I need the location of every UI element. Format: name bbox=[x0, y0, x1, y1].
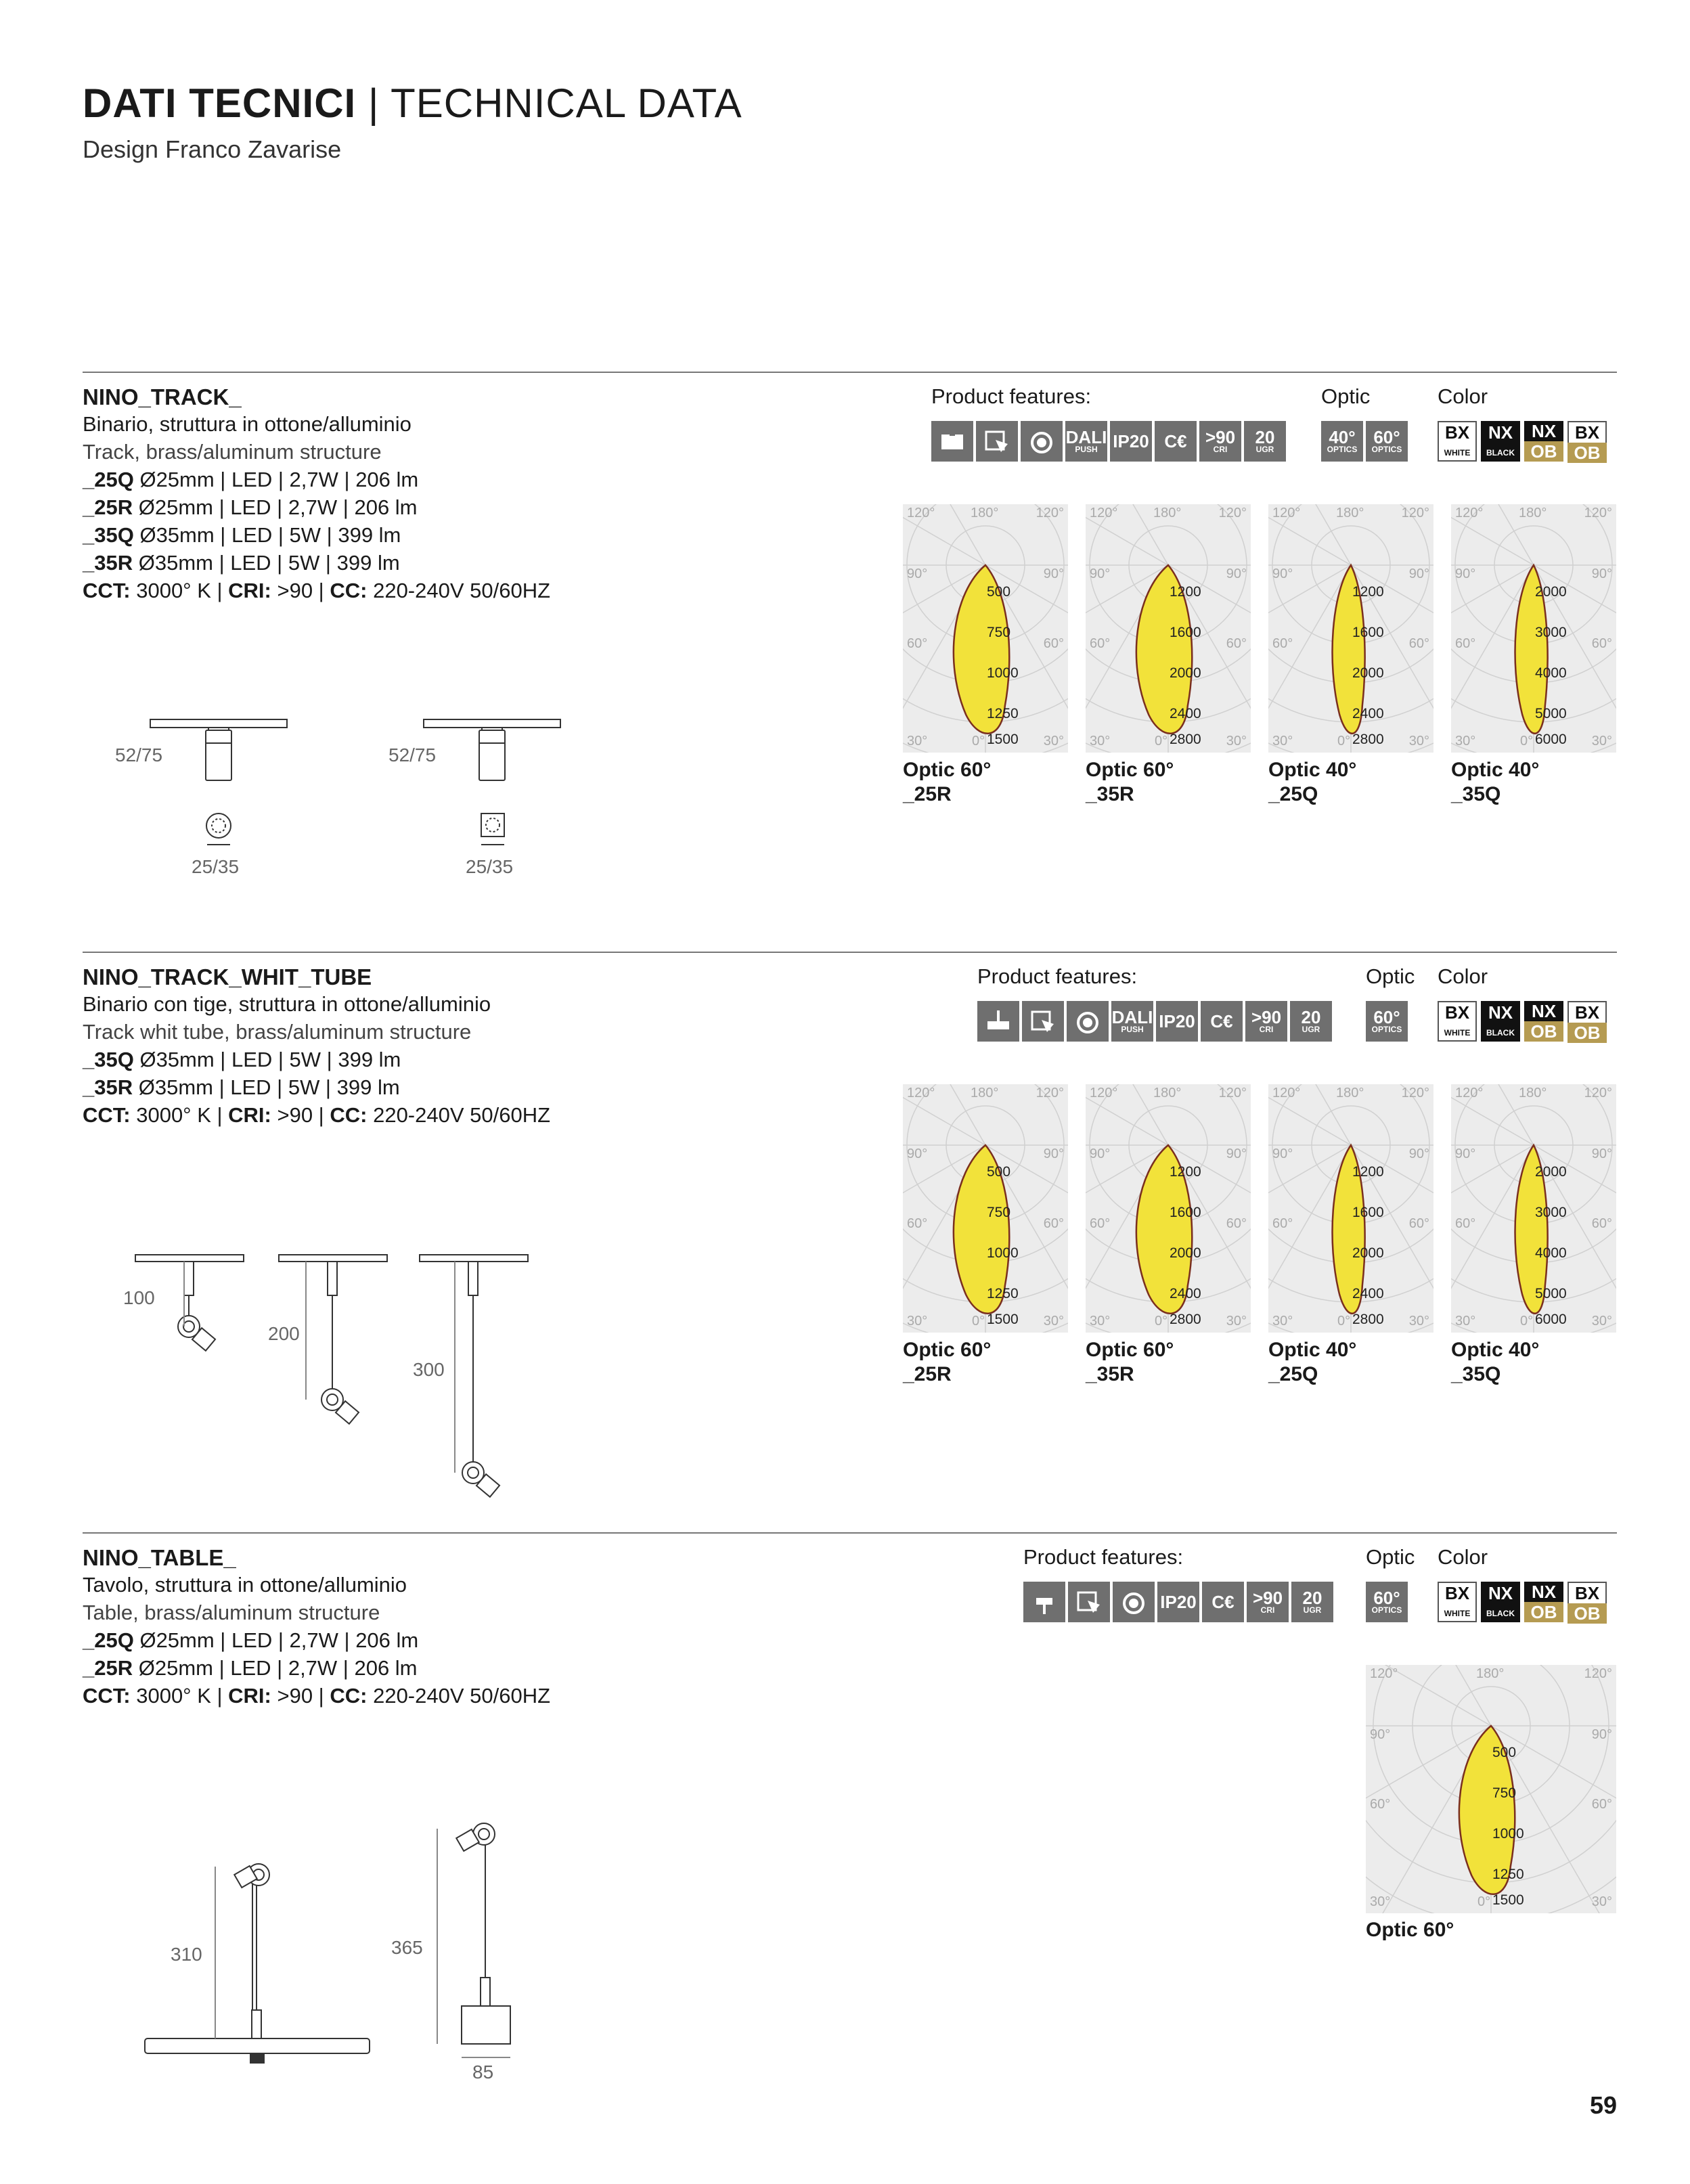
section-divider bbox=[83, 1532, 1617, 1534]
chart-angle-label: 90° bbox=[1591, 1727, 1612, 1742]
cct-line: CCT: 3000° K | CRI: >90 | CC: 220-240V 50/60HZ bbox=[83, 1684, 551, 1708]
swatch-bx-white: BX WHITE bbox=[1438, 1001, 1477, 1042]
color-swatches bbox=[1438, 421, 1607, 462]
chart-value-label: 2000 bbox=[1352, 665, 1384, 681]
chart-angle-label: 120° bbox=[1370, 1666, 1398, 1681]
chart-angle-label: 90° bbox=[907, 1146, 928, 1161]
section-divider bbox=[83, 952, 1617, 953]
swatch-bx-ob: BX OB bbox=[1567, 421, 1607, 462]
features-label: Product features: bbox=[931, 384, 1092, 408]
chart-angle-label: 30° bbox=[1226, 734, 1247, 749]
desc-en: Table, brass/aluminum structure bbox=[83, 1601, 380, 1624]
cri-icon: >90 CRI bbox=[1199, 421, 1241, 462]
section-title: NINO_TRACK_ bbox=[83, 384, 242, 409]
chart-angle-label: 0° bbox=[1477, 1894, 1491, 1909]
dim-label: 200 bbox=[268, 1323, 300, 1344]
polar-grid bbox=[1451, 504, 1616, 753]
color-label: Color bbox=[1438, 1545, 1488, 1569]
chart-angle-label: 0° bbox=[1337, 1314, 1351, 1329]
chart-value-label: 6000 bbox=[1535, 732, 1567, 747]
variant-line: _25R Ø25mm | LED | 2,7W | 206 lm bbox=[83, 495, 418, 519]
chart-value-label: 1200 bbox=[1170, 1164, 1201, 1180]
swatch-nx-ob: NX OB bbox=[1524, 421, 1563, 462]
chart-angle-label: 120° bbox=[1401, 1086, 1429, 1100]
chart-angle-label: 180° bbox=[1476, 1666, 1505, 1681]
chart-angle-label: 30° bbox=[1226, 1314, 1247, 1329]
chart-value-label: 1500 bbox=[987, 1312, 1019, 1327]
chart-angle-label: 0° bbox=[1520, 734, 1534, 749]
polar-grid bbox=[903, 1084, 1068, 1333]
chart-value-label: 2800 bbox=[1170, 732, 1201, 747]
chart-value-label: 1600 bbox=[1170, 1205, 1201, 1220]
chart-angle-label: 0° bbox=[972, 1314, 985, 1329]
dim-label: 52/75 bbox=[115, 744, 163, 765]
chart-angle-label: 60° bbox=[1090, 636, 1111, 651]
chart-angle-label: 180° bbox=[971, 506, 999, 520]
chart-value-label: 1600 bbox=[1352, 1205, 1384, 1220]
polar-chart bbox=[1086, 1084, 1251, 1333]
optic-60-icon: 60° OPTICS bbox=[1366, 1582, 1408, 1622]
rotation-icon bbox=[1067, 1001, 1109, 1042]
track-spot-drawings bbox=[108, 704, 596, 880]
chart-angle-label: 90° bbox=[1272, 566, 1293, 581]
dim-label: 300 bbox=[413, 1359, 445, 1380]
section-nino-track-tube-specs bbox=[83, 964, 550, 1129]
chart-caption: Optic 40° _35Q bbox=[1451, 759, 1540, 805]
rotation-icon bbox=[1113, 1582, 1155, 1622]
chart-angle-label: 90° bbox=[1591, 566, 1612, 581]
dali-push-icon: DALI PUSH bbox=[1065, 421, 1107, 462]
chart-value-label: 500 bbox=[987, 1164, 1011, 1180]
chart-angle-label: 180° bbox=[1153, 506, 1182, 520]
cct-line: CCT: 3000° K | CRI: >90 | CC: 220-240V 50/60HZ bbox=[83, 579, 551, 602]
chart-angle-label: 90° bbox=[1591, 1146, 1612, 1161]
chart-angle-label: 30° bbox=[1272, 1314, 1293, 1329]
section-title: NINO_TRACK_WHIT_TUBE bbox=[83, 964, 372, 989]
chart-angle-label: 30° bbox=[1591, 734, 1612, 749]
polar-grid bbox=[1268, 504, 1433, 753]
chart-angle-label: 120° bbox=[1584, 1086, 1612, 1100]
polar-chart bbox=[903, 504, 1068, 753]
polar-grid bbox=[903, 504, 1068, 753]
optic-label: Optic bbox=[1321, 384, 1371, 408]
chart-value-label: 1600 bbox=[1352, 625, 1384, 640]
chart-value-label: 2400 bbox=[1352, 706, 1384, 721]
chart-value-label: 2000 bbox=[1352, 1245, 1384, 1261]
chart-angle-label: 120° bbox=[1401, 506, 1429, 520]
ugr-icon: 20 UGR bbox=[1290, 1001, 1332, 1042]
swatch-nx-ob: NX OB bbox=[1524, 1582, 1563, 1622]
chart-value-label: 3000 bbox=[1535, 1205, 1567, 1220]
adjustable-icon bbox=[976, 421, 1018, 462]
chart-value-label: 1600 bbox=[1170, 625, 1201, 640]
chart-value-label: 2800 bbox=[1352, 732, 1384, 747]
swatch-bx-white: BX WHITE bbox=[1438, 1582, 1477, 1622]
ip20-icon: IP20 bbox=[1156, 1001, 1198, 1042]
optic-60-icon: 60° OPTICS bbox=[1366, 1001, 1408, 1042]
swatch-bx-white: BX WHITE bbox=[1438, 421, 1477, 462]
polar-chart bbox=[1451, 1084, 1616, 1333]
color-label: Color bbox=[1438, 384, 1488, 408]
ip20-icon: IP20 bbox=[1110, 421, 1152, 462]
chart-angle-label: 0° bbox=[1337, 734, 1351, 749]
rotation-icon bbox=[1021, 421, 1063, 462]
chart-value-label: 4000 bbox=[1535, 665, 1567, 681]
chart-caption: Optic 60° _25R bbox=[903, 1339, 992, 1385]
polar-chart bbox=[1451, 504, 1616, 753]
swatch-nx-ob: NX OB bbox=[1524, 1001, 1563, 1042]
optic-40-icon: 40° OPTICS bbox=[1321, 421, 1363, 462]
chart-angle-label: 60° bbox=[1591, 636, 1612, 651]
dim-label: 310 bbox=[171, 1944, 202, 1965]
optic-icons bbox=[1321, 421, 1408, 462]
section-nino-track-specs bbox=[83, 384, 550, 604]
chart-value-label: 1000 bbox=[987, 665, 1019, 681]
chart-angle-label: 30° bbox=[907, 1314, 928, 1329]
cct-line: CCT: 3000° K | CRI: >90 | CC: 220-240V 50/60HZ bbox=[83, 1103, 551, 1127]
chart-angle-label: 30° bbox=[1591, 1314, 1612, 1329]
chart-value-label: 750 bbox=[987, 625, 1011, 640]
variant-line: _25R Ø25mm | LED | 2,7W | 206 lm bbox=[83, 1656, 418, 1680]
feature-icons bbox=[977, 1001, 1332, 1042]
chart-angle-label: 120° bbox=[1036, 506, 1064, 520]
chart-angle-label: 120° bbox=[1218, 506, 1247, 520]
chart-value-label: 750 bbox=[987, 1205, 1011, 1220]
chart-angle-label: 30° bbox=[907, 734, 928, 749]
ugr-icon: 20 UGR bbox=[1291, 1582, 1333, 1622]
chart-angle-label: 120° bbox=[1272, 506, 1301, 520]
chart-angle-label: 120° bbox=[1090, 506, 1118, 520]
chart-value-label: 1250 bbox=[987, 706, 1019, 721]
variant-line: _25Q Ø25mm | LED | 2,7W | 206 lm bbox=[83, 1628, 419, 1652]
chart-angle-label: 90° bbox=[907, 566, 928, 581]
chart-angle-label: 60° bbox=[1272, 636, 1293, 651]
desc-it: Binario con tige, struttura in ottone/alluminio bbox=[83, 992, 491, 1016]
chart-value-label: 1500 bbox=[1492, 1892, 1524, 1908]
chart-angle-label: 60° bbox=[907, 636, 928, 651]
chart-value-label: 1250 bbox=[987, 1286, 1019, 1301]
chart-angle-label: 30° bbox=[1043, 734, 1064, 749]
chart-caption: Optic 60° _35R bbox=[1086, 759, 1174, 805]
chart-angle-label: 120° bbox=[907, 506, 935, 520]
polar-chart bbox=[1268, 1084, 1433, 1333]
desc-it: Binario, struttura in ottone/alluminio bbox=[83, 412, 412, 436]
chart-value-label: 6000 bbox=[1535, 1312, 1567, 1327]
chart-angle-label: 30° bbox=[1408, 734, 1429, 749]
chart-caption: Optic 40° _35Q bbox=[1451, 1339, 1540, 1385]
desc-it: Tavolo, struttura in ottone/alluminio bbox=[83, 1573, 407, 1597]
table-lamp-icon bbox=[1023, 1582, 1065, 1622]
chart-angle-label: 180° bbox=[1519, 506, 1547, 520]
chart-angle-label: 30° bbox=[1043, 1314, 1064, 1329]
chart-value-label: 1200 bbox=[1170, 584, 1201, 600]
chart-value-label: 2400 bbox=[1170, 706, 1201, 721]
dim-label: 365 bbox=[391, 1937, 423, 1958]
chart-angle-label: 0° bbox=[1155, 734, 1168, 749]
optic-icons bbox=[1366, 1001, 1408, 1042]
chart-caption: Optic 60° bbox=[1366, 1919, 1454, 1941]
polar-grid bbox=[1268, 1084, 1433, 1333]
chart-caption: Optic 60° _35R bbox=[1086, 1339, 1174, 1385]
adjustable-icon bbox=[1068, 1582, 1110, 1622]
polar-grid bbox=[1451, 1084, 1616, 1333]
dim-label: 25/35 bbox=[192, 856, 240, 877]
swatch-nx-black: NX BLACK bbox=[1481, 1582, 1520, 1622]
variant-line: _35R Ø35mm | LED | 5W | 399 lm bbox=[83, 551, 400, 575]
color-swatches bbox=[1438, 1001, 1607, 1042]
cri-icon: >90 CRI bbox=[1247, 1582, 1289, 1622]
chart-value-label: 5000 bbox=[1535, 706, 1567, 721]
ce-icon: C€ bbox=[1155, 421, 1197, 462]
chart-angle-label: 60° bbox=[1090, 1216, 1111, 1231]
chart-value-label: 1000 bbox=[1492, 1826, 1524, 1842]
chart-value-label: 750 bbox=[1492, 1785, 1517, 1801]
swatch-bx-ob: BX OB bbox=[1567, 1001, 1607, 1042]
polar-chart bbox=[1366, 1665, 1616, 1913]
chart-angle-label: 60° bbox=[1591, 1797, 1612, 1812]
chart-caption: Optic 60° _25R bbox=[903, 759, 992, 805]
variant-line: _35Q Ø35mm | LED | 5W | 399 lm bbox=[83, 1048, 401, 1071]
chart-value-label: 2000 bbox=[1535, 1164, 1567, 1180]
swatch-bx-ob: BX OB bbox=[1567, 1582, 1607, 1622]
chart-value-label: 1500 bbox=[987, 732, 1019, 747]
chart-angle-label: 90° bbox=[1090, 1146, 1111, 1161]
dim-label: 85 bbox=[472, 2062, 494, 2082]
chart-angle-label: 90° bbox=[1043, 1146, 1064, 1161]
chart-value-label: 3000 bbox=[1535, 625, 1567, 640]
optic-icons bbox=[1366, 1582, 1408, 1622]
color-label: Color bbox=[1438, 964, 1488, 988]
chart-angle-label: 30° bbox=[1591, 1894, 1612, 1909]
polar-grid bbox=[1366, 1665, 1616, 1913]
chart-angle-label: 120° bbox=[1218, 1086, 1247, 1100]
chart-angle-label: 0° bbox=[1155, 1314, 1168, 1329]
chart-value-label: 1000 bbox=[987, 1245, 1019, 1261]
optic-60-icon: 60° OPTICS bbox=[1366, 421, 1408, 462]
chart-angle-label: 180° bbox=[971, 1086, 999, 1100]
ce-icon: C€ bbox=[1202, 1582, 1244, 1622]
designer-credit: Design Franco Zavarise bbox=[83, 135, 342, 163]
pendant-mount-icon bbox=[977, 1001, 1019, 1042]
chart-value-label: 5000 bbox=[1535, 1286, 1567, 1301]
chart-angle-label: 120° bbox=[1584, 1666, 1612, 1681]
chart-value-label: 2000 bbox=[1535, 584, 1567, 600]
chart-value-label: 4000 bbox=[1535, 1245, 1567, 1261]
variant-line: _35R Ø35mm | LED | 5W | 399 lm bbox=[83, 1075, 400, 1099]
chart-angle-label: 30° bbox=[1455, 1314, 1476, 1329]
chart-value-label: 1200 bbox=[1352, 584, 1384, 600]
polar-chart bbox=[1086, 504, 1251, 753]
chart-value-label: 2000 bbox=[1170, 665, 1201, 681]
chart-angle-label: 60° bbox=[1591, 1216, 1612, 1231]
cri-icon: >90 CRI bbox=[1245, 1001, 1287, 1042]
chart-angle-label: 120° bbox=[1455, 506, 1484, 520]
chart-angle-label: 90° bbox=[1043, 566, 1064, 581]
section-divider bbox=[83, 372, 1617, 373]
chart-angle-label: 60° bbox=[1226, 636, 1247, 651]
chart-angle-label: 120° bbox=[1090, 1086, 1118, 1100]
chart-value-label: 2800 bbox=[1170, 1312, 1201, 1327]
chart-angle-label: 90° bbox=[1090, 566, 1111, 581]
chart-angle-label: 60° bbox=[1408, 636, 1429, 651]
chart-angle-label: 60° bbox=[1226, 1216, 1247, 1231]
chart-angle-label: 60° bbox=[1408, 1216, 1429, 1231]
chart-angle-label: 60° bbox=[1370, 1797, 1391, 1812]
features-label: Product features: bbox=[1023, 1545, 1184, 1569]
chart-angle-label: 90° bbox=[1226, 566, 1247, 581]
chart-angle-label: 180° bbox=[1519, 1086, 1547, 1100]
chart-value-label: 1250 bbox=[1492, 1867, 1524, 1882]
dim-label: 52/75 bbox=[388, 744, 437, 765]
chart-angle-label: 90° bbox=[1408, 1146, 1429, 1161]
chart-angle-label: 30° bbox=[1272, 734, 1293, 749]
polar-chart bbox=[903, 1084, 1068, 1333]
chart-angle-label: 180° bbox=[1153, 1086, 1182, 1100]
chart-angle-label: 180° bbox=[1336, 506, 1364, 520]
feature-icons bbox=[931, 421, 1286, 462]
ip20-icon: IP20 bbox=[1157, 1582, 1199, 1622]
variant-line: _35Q Ø35mm | LED | 5W | 399 lm bbox=[83, 523, 401, 547]
desc-en: Track whit tube, brass/aluminum structure bbox=[83, 1020, 472, 1044]
section-title: NINO_TABLE_ bbox=[83, 1545, 236, 1570]
chart-value-label: 500 bbox=[987, 584, 1011, 600]
chart-angle-label: 60° bbox=[907, 1216, 928, 1231]
dim-label: 100 bbox=[123, 1287, 155, 1308]
adjustable-icon bbox=[1022, 1001, 1064, 1042]
chart-angle-label: 90° bbox=[1455, 566, 1476, 581]
polar-grid bbox=[1086, 504, 1251, 753]
chart-angle-label: 90° bbox=[1370, 1727, 1391, 1742]
chart-angle-label: 0° bbox=[972, 734, 985, 749]
optic-label: Optic bbox=[1366, 964, 1415, 988]
desc-en: Track, brass/aluminum structure bbox=[83, 440, 382, 464]
chart-angle-label: 90° bbox=[1226, 1146, 1247, 1161]
chart-angle-label: 60° bbox=[1043, 636, 1064, 651]
chart-angle-label: 30° bbox=[1408, 1314, 1429, 1329]
chart-caption: Optic 40° _25Q bbox=[1268, 1339, 1357, 1385]
features-label: Product features: bbox=[977, 964, 1138, 988]
chart-angle-label: 90° bbox=[1455, 1146, 1476, 1161]
chart-angle-label: 30° bbox=[1455, 734, 1476, 749]
chart-angle-label: 60° bbox=[1455, 636, 1476, 651]
color-swatches bbox=[1438, 1582, 1607, 1622]
chart-angle-label: 30° bbox=[1370, 1894, 1391, 1909]
chart-caption: Optic 40° _25Q bbox=[1268, 759, 1357, 805]
chart-angle-label: 60° bbox=[1043, 1216, 1064, 1231]
chart-angle-label: 120° bbox=[1272, 1086, 1301, 1100]
polar-grid bbox=[1086, 1084, 1251, 1333]
chart-angle-label: 120° bbox=[907, 1086, 935, 1100]
chart-angle-label: 60° bbox=[1272, 1216, 1293, 1231]
dali-push-icon: DALI PUSH bbox=[1111, 1001, 1153, 1042]
chart-angle-label: 0° bbox=[1520, 1314, 1534, 1329]
chart-value-label: 500 bbox=[1492, 1745, 1517, 1760]
page-number: 59 bbox=[1589, 2091, 1617, 2119]
polar-chart bbox=[1268, 504, 1433, 753]
chart-value-label: 2000 bbox=[1170, 1245, 1201, 1261]
section-nino-table-specs bbox=[83, 1545, 550, 1710]
ce-icon: C€ bbox=[1201, 1001, 1243, 1042]
chart-value-label: 2400 bbox=[1352, 1286, 1384, 1301]
chart-value-label: 2800 bbox=[1352, 1312, 1384, 1327]
swatch-nx-black: NX BLACK bbox=[1481, 1001, 1520, 1042]
chart-angle-label: 30° bbox=[1090, 734, 1111, 749]
page-title: DATI TECNICI | TECHNICAL DATA bbox=[83, 81, 742, 126]
feature-icons bbox=[1023, 1582, 1333, 1622]
dim-label: 25/35 bbox=[466, 856, 514, 877]
track-tube-drawings bbox=[122, 1245, 541, 1509]
ceiling-mount-icon bbox=[931, 421, 973, 462]
variant-line: _25Q Ø25mm | LED | 2,7W | 206 lm bbox=[83, 468, 419, 491]
chart-angle-label: 120° bbox=[1036, 1086, 1064, 1100]
optic-label: Optic bbox=[1366, 1545, 1415, 1569]
chart-angle-label: 30° bbox=[1090, 1314, 1111, 1329]
chart-angle-label: 120° bbox=[1455, 1086, 1484, 1100]
chart-angle-label: 60° bbox=[1455, 1216, 1476, 1231]
chart-angle-label: 90° bbox=[1408, 566, 1429, 581]
swatch-nx-black: NX BLACK bbox=[1481, 421, 1520, 462]
ugr-icon: 20 UGR bbox=[1244, 421, 1286, 462]
chart-angle-label: 90° bbox=[1272, 1146, 1293, 1161]
chart-angle-label: 120° bbox=[1584, 506, 1612, 520]
chart-value-label: 2400 bbox=[1170, 1286, 1201, 1301]
chart-angle-label: 180° bbox=[1336, 1086, 1364, 1100]
chart-value-label: 1200 bbox=[1352, 1164, 1384, 1180]
